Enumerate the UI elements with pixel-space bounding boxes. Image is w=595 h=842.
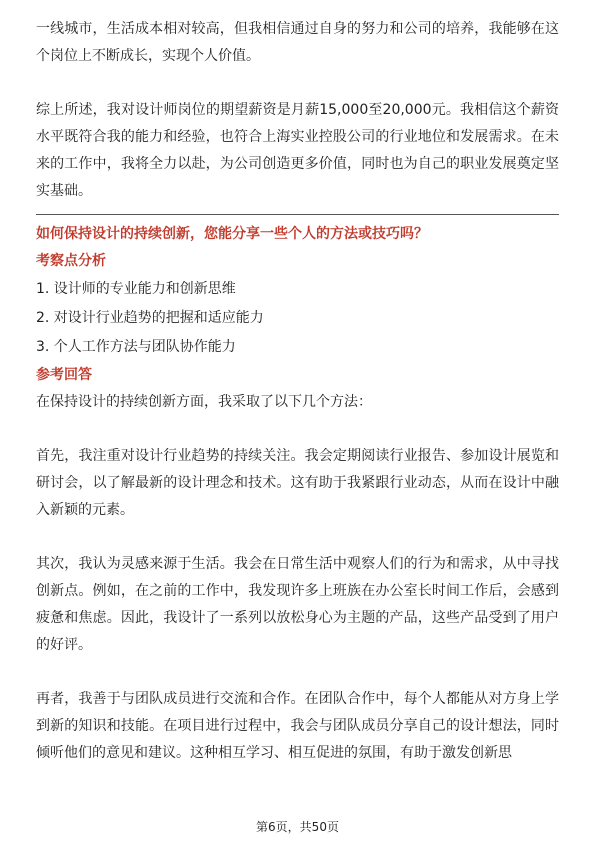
page-number-footer: 第6页，共50页 — [256, 820, 339, 834]
paragraph-gap — [36, 416, 559, 443]
analysis-title: 考察点分析 — [36, 253, 106, 269]
answer-paragraph-teamwork: 再者，我善于与团队成员进行交流和合作。在团队合作中，每个人都能从对方身上学到新的知识和技能。在项目进行过程中，我会与团队成员分享自己的设计想法，同时倾听他们的意见和建议。这种相互学习、相互促进的氛围，有助于激发创新思 — [36, 691, 559, 761]
analysis-item: 3. 个人工作方法与团队协作能力 — [36, 339, 236, 355]
analysis-item: 1. 设计师的专业能力和创新思维 — [36, 281, 236, 297]
answer-paragraph-trends: 首先，我注重对设计行业趋势的持续关注。我会定期阅读行业报告、参加设计展览和研讨会，以了解最新的设计理念和技术。这有助于我紧跟行业动态，从而在设计中融入新颖的元素。 — [36, 448, 559, 518]
paragraph-gap — [36, 659, 559, 686]
section-divider — [36, 214, 559, 215]
question-heading: 如何保持设计的持续创新，您能分享一些个人的方法或技巧吗？ — [36, 226, 428, 242]
answer-paragraph-inspiration: 其次，我认为灵感来源于生活。我会在日常生活中观察人们的行为和需求，从中寻找创新点。例如，在之前的工作中，我发现许多上班族在办公室长时间工作后，会感到疲惫和焦虑。因此，我设计了一系列以放松身心为主题的产品，这些产品受到了用户的好评。 — [36, 556, 559, 653]
paragraph-salary-summary: 综上所述，我对设计师岗位的期望薪资是月薪15,000至20,000元。我相信这个薪资水平既符合我的能力和经验，也符合上海实业控股公司的行业地位和发展需求。在未来的工作中，我将全力以赴，为公司创造更多价值，同时也为自己的职业发展奠定坚实基础。 — [36, 102, 559, 199]
paragraph-gap — [36, 524, 559, 551]
analysis-item: 2. 对设计行业趋势的把握和适应能力 — [36, 310, 264, 326]
paragraph-gap — [36, 70, 559, 97]
analysis-list — [36, 275, 559, 362]
paragraph-city-cost: 一线城市，生活成本相对较高，但我相信通过自身的努力和公司的培养，我能够在这个岗位上不断成长，实现个人价值。 — [36, 21, 559, 64]
answer-intro: 在保持设计的持续创新方面，我采取了以下几个方法： — [36, 394, 372, 410]
answer-title: 参考回答 — [36, 367, 92, 383]
